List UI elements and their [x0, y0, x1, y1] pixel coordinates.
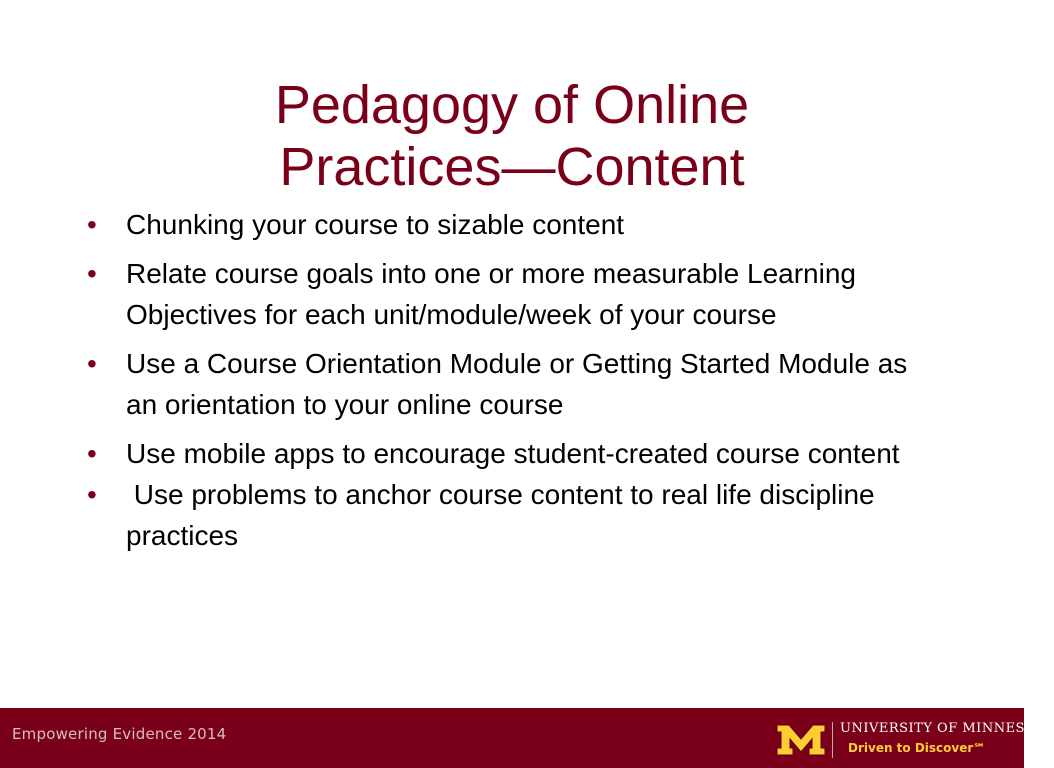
slide-title-line-2: Practices—Content [279, 137, 745, 198]
bullet-item [85, 253, 945, 335]
bullet-icon: • [87, 209, 97, 240]
university-logo [776, 720, 1054, 760]
bullet-text: Use problems to anchor course content to real life discipline practices [126, 479, 883, 551]
slide-title [0, 74, 1024, 198]
bullet-item [85, 433, 945, 474]
slide-title-line-1: Pedagogy of Online [274, 75, 750, 136]
bullet-item [85, 204, 945, 245]
bullet-icon: • [87, 348, 97, 379]
bullet-text: Chunking your course to sizable content [126, 209, 625, 240]
bullet-icon: • [87, 258, 97, 289]
university-name: UNIVERSITY OF MINNESOTA [840, 721, 1054, 736]
footer-text: Empowering Evidence 2014 [12, 725, 227, 743]
bullet-item [85, 343, 945, 425]
bullet-text: Use a Course Orientation Module or Getting Started Module as an orientation to your online course [126, 348, 908, 420]
block-m-logo-icon [776, 724, 826, 756]
footer-bar [0, 708, 1054, 768]
university-tagline: Driven to Discover℠ [848, 741, 986, 755]
bullet-text: Relate course goals into one or more measurable Learning Objectives for each unit/module/week of your course [126, 258, 856, 330]
logo-divider [832, 722, 833, 758]
bullet-list [85, 204, 945, 564]
bullet-item [85, 474, 945, 556]
bullet-icon: • [87, 438, 97, 469]
bullet-text: Use mobile apps to encourage student-created course content [126, 438, 900, 469]
bullet-icon: • [87, 479, 97, 510]
